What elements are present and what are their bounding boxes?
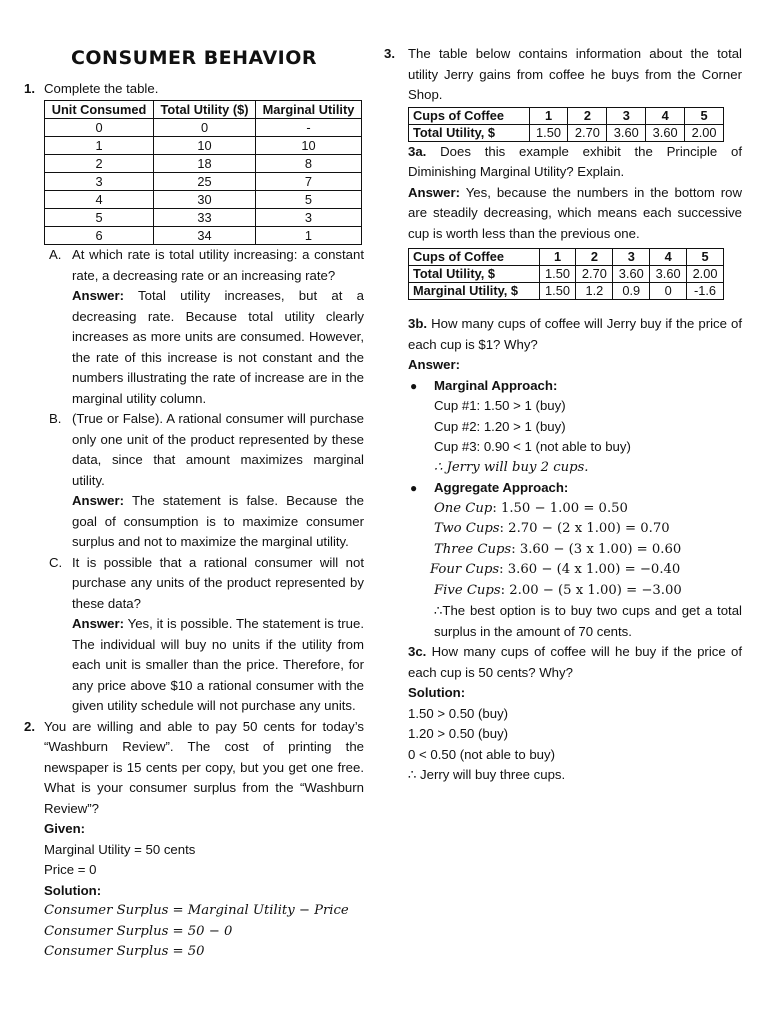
table-row [45, 119, 362, 137]
coffee-marginal-table [408, 248, 724, 300]
question-1-number: 1. [24, 80, 35, 96]
table-cell: - [255, 119, 361, 137]
table-cell: 18 [154, 155, 256, 173]
given-label: Given: [44, 821, 86, 836]
row-label: Marginal Utility, $ [409, 283, 540, 300]
aggregate-name: One Cup [434, 500, 493, 516]
question-3-number: 3. [384, 46, 395, 61]
table-cell: 3.60 [607, 124, 646, 141]
left-column [24, 0, 364, 963]
table-cell: -1.6 [687, 283, 724, 300]
aggregate-name: Two Cups [434, 521, 500, 536]
aggregate-approach-label: Aggregate Approach: [434, 480, 569, 495]
table-row [409, 266, 724, 283]
question-1a-letter: A. [49, 247, 62, 262]
question-3 [382, 44, 742, 106]
table-cell: 4 [45, 191, 154, 209]
question-2-number: 2. [24, 718, 35, 734]
bullet-icon: ● [410, 378, 418, 393]
table-cell: 3 [255, 209, 361, 227]
table-cell: 1.50 [539, 266, 576, 283]
answer-1c-text: Yes, it is possible. The statement is true. The individual will buy no units if the utility from each unit is smaller than the price. Therefore, for any price above $10 a rational consumer with the given utility schedule will not purchase any units. [72, 616, 364, 713]
table-cell: 25 [154, 173, 256, 191]
aggregate-expression: : 2.70 − (2 x 1.00) = 0.70 [499, 521, 670, 536]
question-3b-text [408, 314, 742, 355]
table-cell: 2.70 [576, 266, 613, 283]
solution-conclusion: ∴ Jerry will buy three cups. [408, 767, 566, 782]
table-cell: 5 [45, 209, 154, 227]
question-3a-text [408, 142, 742, 183]
table-cell: 4 [646, 107, 685, 124]
table-cell: 10 [255, 137, 361, 155]
table-cell: 3 [613, 249, 650, 266]
table-cell: 1.50 [529, 124, 568, 141]
question-3b-question: How many cups of coffee will Jerry buy if the price of each cup is $1? Why? [408, 316, 742, 352]
table-cell: 1.50 [539, 283, 576, 300]
question-1b [24, 409, 364, 491]
aggregate-name: Three Cups [434, 541, 512, 557]
table-row [409, 249, 724, 266]
table-cell: 2 [45, 155, 154, 173]
solution-line: 0 < 0.50 (not able to buy) [408, 746, 555, 762]
solution-line: 1.20 > 0.50 (buy) [408, 726, 509, 741]
marginal-line: Cup #3: 0.90 < 1 (not able to buy) [434, 439, 631, 454]
marginal-line: Cup #2: 1.20 > 1 (buy) [434, 418, 566, 434]
table-cell: 2.00 [685, 124, 724, 141]
table-cell: 2.70 [568, 124, 607, 141]
answer-label: Answer: [408, 357, 461, 372]
answer-label: Answer: [408, 184, 461, 200]
question-1c [24, 553, 364, 615]
solution-label: Solution: [408, 685, 466, 700]
right-column [382, 0, 742, 786]
table-cell: 30 [154, 191, 256, 209]
question-3b-label: 3b. [408, 316, 428, 331]
table-cell: 1.2 [576, 283, 613, 300]
table-cell: 5 [255, 191, 361, 209]
aggregate-expression: : 3.60 − (3 x 1.00) = 0.60 [511, 541, 682, 557]
answer-label: Answer: [72, 288, 125, 303]
aggregate-line [434, 581, 742, 602]
bullet-icon: ● [410, 481, 418, 495]
answer-1a [24, 286, 364, 409]
page-title: CONSUMER BEHAVIOR [70, 47, 318, 69]
aggregate-expression: : 3.60 − (4 x 1.00) = −0.40 [499, 562, 681, 577]
table-cell: 1 [45, 137, 154, 155]
table-cell: 34 [154, 227, 256, 245]
table-row [45, 227, 362, 245]
given-line: Price = 0 [44, 862, 97, 877]
table-cell: 2.00 [687, 266, 724, 283]
answer-3a-text: Yes, because the numbers in the bottom row are steadily decreasing, which means each successive cup is worth less than the previous one. [408, 184, 742, 241]
question-1b-text: (True or False). A rational consumer will purchase only one unit of the product represented by these data, since that amount maximizes marginal utility. [72, 411, 364, 488]
table-cell: 7 [255, 173, 361, 191]
aggregate-line [430, 560, 742, 581]
aggregate-name: Four Cups [430, 562, 500, 577]
column-header: Total Utility ($) [154, 101, 256, 119]
table-cell: 1 [529, 107, 568, 124]
aggregate-expression: : 1.50 − 1.00 = 0.50 [492, 500, 628, 516]
table-cell: 0.9 [613, 283, 650, 300]
question-1c-text: It is possible that a rational consumer will not purchase any units of the product represented by these data? [72, 554, 364, 611]
question-2-prompt: You are willing and able to pay 50 cents for today’s “Washburn Review”. The cost of printing the newspaper is 15 cents per copy, but you get one free. What is your consumer surplus from the “Washburn Review”? [44, 718, 364, 816]
table-cell: 3 [45, 173, 154, 191]
table-cell: 6 [45, 227, 154, 245]
question-1a-text: At which rate is total utility increasing: a constant rate, a decreasing rate or an increasing rate? [72, 247, 364, 283]
question-3-prompt: The table below contains information about the total utility Jerry gains from coffee he buys from the Corner Shop. [408, 46, 742, 102]
question-3a [382, 142, 742, 245]
table-cell: 3.60 [646, 124, 685, 141]
table-cell: 5 [685, 107, 724, 124]
question-1c-letter: C. [49, 554, 63, 570]
question-1-prompt: Complete the table. [44, 80, 159, 96]
question-3a-label: 3a. [408, 143, 427, 159]
aggregate-expression: : 2.00 − (5 x 1.00) = −3.00 [500, 582, 682, 598]
table-row [409, 283, 724, 300]
column-header: Unit Consumed [45, 101, 154, 119]
answer-1a-text: Total utility increases, but at a decreasing rate. Because total utility clearly increases as more units are consumed. However, the rate of this increase is not constant and the numbers illustrating the rate of increase are in the marginal utility column. [72, 288, 364, 406]
aggregate-name: Five Cups [434, 582, 501, 598]
table-cell: 2 [568, 107, 607, 124]
table-cell: 8 [255, 155, 361, 173]
answer-1b-text: The statement is false. Because the goal of consumption is to maximize consumer surplus and not to maximize the marginal utility. [72, 493, 364, 549]
question-3c-text [408, 642, 742, 683]
question-3c [382, 642, 742, 786]
table-cell: 0 [650, 283, 687, 300]
table-cell: 0 [45, 119, 154, 137]
question-3b [382, 314, 742, 376]
equation-line: Consumer Surplus = 50 − 0 [44, 923, 233, 939]
row-label: Cups of Coffee [409, 107, 530, 124]
answer-1b [24, 491, 364, 553]
table-cell: 33 [154, 209, 256, 227]
row-label: Total Utility, $ [409, 266, 540, 283]
question-1 [24, 79, 364, 100]
coffee-utility-table [408, 107, 724, 142]
table-cell: 2 [576, 249, 613, 266]
table-header-row [45, 101, 362, 119]
question-3a-question: Does this example exhibit the Principle of Diminishing Marginal Utility? Explain. [408, 143, 742, 179]
table-row [45, 191, 362, 209]
table-cell: 0 [154, 119, 256, 137]
row-label: Cups of Coffee [409, 249, 540, 266]
table-row [45, 155, 362, 173]
question-1b-letter: B. [49, 411, 62, 426]
table-row [409, 124, 724, 141]
table-cell: 1 [539, 249, 576, 266]
table-cell: 3.60 [650, 266, 687, 283]
question-3c-question: How many cups of coffee will he buy if the price of each cup is 50 cents? Why? [408, 644, 742, 680]
table-row [409, 107, 724, 124]
table-cell: 3 [607, 107, 646, 124]
solution-label: Solution: [44, 882, 102, 898]
aggregate-approach-lines [382, 499, 742, 643]
aggregate-conclusion: ∴The best option is to buy two cups and get a total surplus in the amount of 70 cents. [434, 603, 742, 639]
table-row [45, 137, 362, 155]
table-row [45, 209, 362, 227]
aggregate-line [434, 540, 742, 561]
answer-label: Answer: [72, 616, 125, 631]
marginal-line: Cup #1: 1.50 > 1 (buy) [434, 398, 566, 413]
aggregate-approach-heading [382, 478, 742, 499]
table-cell: 10 [154, 137, 256, 155]
aggregate-line [434, 499, 742, 520]
equation-line: Consumer Surplus = 50 [44, 944, 205, 959]
table-cell: 1 [255, 227, 361, 245]
answer-label: Answer: [72, 493, 125, 508]
equation-line: Consumer Surplus = Marginal Utility − Price [44, 903, 349, 918]
column-header: Marginal Utility [255, 101, 361, 119]
marginal-conclusion: ∴ Jerry will buy 2 cups. [434, 459, 589, 475]
table-cell: 3.60 [613, 266, 650, 283]
marginal-approach-label: Marginal Approach: [434, 377, 558, 393]
table-row [45, 173, 362, 191]
solution-line: 1.50 > 0.50 (buy) [408, 705, 509, 721]
utility-table [44, 100, 362, 245]
question-3c-label: 3c. [408, 644, 427, 659]
question-1a [24, 245, 364, 286]
aggregate-line [434, 519, 742, 540]
answer-3a [408, 183, 742, 245]
table-cell: 4 [650, 249, 687, 266]
table-cell: 5 [687, 249, 724, 266]
given-line: Marginal Utility = 50 cents [44, 841, 196, 857]
marginal-approach-heading [382, 376, 742, 397]
marginal-approach-lines [382, 396, 742, 478]
question-2-work [24, 819, 364, 963]
question-2 [24, 717, 364, 820]
row-label: Total Utility, $ [409, 124, 530, 141]
answer-1c [24, 614, 364, 717]
